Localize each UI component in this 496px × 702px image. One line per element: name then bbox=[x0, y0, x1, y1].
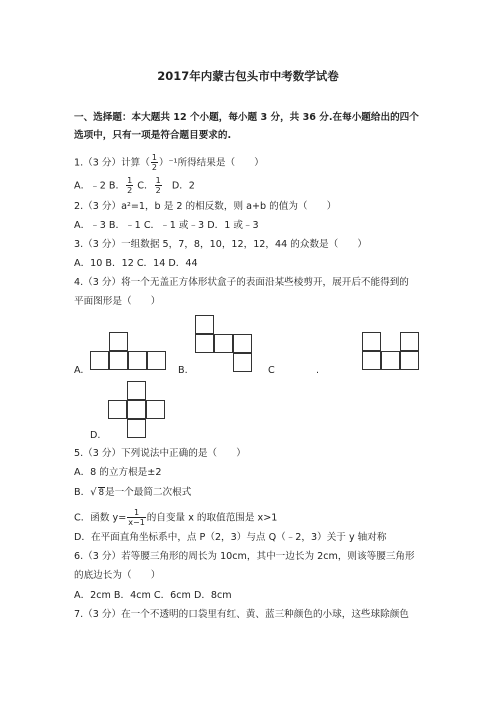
q1-option-b-den: 2 bbox=[127, 186, 133, 195]
q5-option-c-num: 1 bbox=[127, 508, 146, 518]
q5-option-c-fraction bbox=[127, 508, 146, 527]
question-1-options bbox=[74, 176, 195, 195]
net-d-square bbox=[146, 400, 165, 419]
q1-option-c-fraction bbox=[155, 176, 162, 195]
question-2-options: A．﹣3 B．﹣1 C．﹣1 或﹣3 D．1 或﹣3 bbox=[74, 220, 259, 231]
q4-label-a: A. bbox=[74, 365, 84, 376]
net-c-square bbox=[400, 351, 419, 370]
net-b-square bbox=[233, 334, 252, 353]
page-title: 2017年内蒙古包头市中考数学试卷 bbox=[157, 69, 339, 83]
section-heading-line1: 一、选择题：本大题共 12 个小题，每小题 3 分，共 36 分.在每小题给出的四个 bbox=[74, 112, 419, 123]
q1-suffix: ）⁻¹所得结果是（ ） bbox=[158, 157, 264, 169]
section-heading-line2: 选项中，只有一项是符合题目要求的. bbox=[74, 130, 232, 141]
net-d-square bbox=[108, 400, 127, 419]
question-3-stem: 3.（3 分）一组数据 5，7，8，10，12，12，44 的众数是（ ） bbox=[74, 239, 368, 250]
q1-option-c-num: 1 bbox=[155, 176, 161, 185]
q1-option-d: D．2 bbox=[171, 180, 195, 192]
net-a-square bbox=[147, 351, 166, 370]
net-b-square bbox=[195, 315, 214, 334]
net-c-square bbox=[362, 351, 381, 370]
question-6-options: A．2cm B．4cm C．6cm D．8cm bbox=[74, 590, 232, 601]
q1-option-a: A．﹣2 bbox=[74, 180, 106, 192]
question-6-line1: 6.（3 分）若等腰三角形的周长为 10cm，其中一边长为 2cm，则该等腰三角形 bbox=[74, 551, 415, 562]
q5-option-c bbox=[74, 508, 277, 527]
net-c-square bbox=[362, 332, 381, 351]
net-b-square bbox=[233, 353, 252, 372]
net-a-square bbox=[128, 351, 147, 370]
net-b-square bbox=[214, 334, 233, 353]
question-3-options: A．10 B．12 C．14 D．44 bbox=[74, 258, 198, 269]
q1-prefix: 1.（3 分）计算（ bbox=[74, 157, 150, 169]
q1-option-c-den: 2 bbox=[155, 186, 161, 195]
q5-option-c-prefix: C．函数 y= bbox=[74, 512, 127, 524]
question-5-stem: 5.（3 分）下列说法中正确的是（ ） bbox=[74, 448, 246, 459]
question-4-line2: 平面图形是（ ） bbox=[74, 296, 161, 307]
q1-option-b-num: 1 bbox=[127, 176, 133, 185]
q5-option-c-den: x−1 bbox=[128, 518, 145, 527]
question-7-line1: 7.（3 分）在一个不透明的口袋里有红、黄、蓝三种颜色的小球，这些球除颜色 bbox=[74, 609, 409, 620]
q1-option-c: C． bbox=[137, 180, 154, 192]
net-c-square bbox=[381, 351, 400, 370]
q1-fraction-den: 2 bbox=[151, 163, 157, 172]
q5-option-c-text: 的自变量 x 的取值范围是 x>1 bbox=[146, 512, 278, 524]
net-a-square bbox=[90, 351, 109, 370]
q5-option-d: D．在平面直角坐标系中，点 P（2，3）与点 Q（﹣2，3）关于 y 轴对称 bbox=[74, 532, 387, 543]
q4-label-c-dot: . bbox=[316, 365, 320, 376]
radical-sign-icon: √ bbox=[90, 487, 97, 498]
q5-option-b bbox=[74, 486, 191, 499]
q1-option-b-fraction bbox=[126, 176, 133, 195]
net-a-square bbox=[109, 351, 128, 370]
q1-fraction-num: 1 bbox=[151, 153, 157, 162]
net-d-square bbox=[127, 381, 146, 400]
net-a-square bbox=[109, 332, 128, 351]
question-1-stem bbox=[74, 153, 264, 172]
q5-option-a: A．8 的立方根是±2 bbox=[74, 467, 162, 478]
net-c-square bbox=[400, 332, 419, 351]
q5-option-b-text: 是一个最简二次根式 bbox=[104, 487, 192, 498]
q1-fraction bbox=[151, 153, 158, 172]
net-d-square bbox=[127, 419, 146, 438]
net-d-square bbox=[127, 400, 146, 419]
q5-option-b-radicand: 8 bbox=[98, 488, 104, 498]
q4-label-d: D. bbox=[90, 430, 101, 441]
q1-option-b: B． bbox=[108, 180, 126, 192]
question-6-line2: 的底边长为（ ） bbox=[74, 570, 161, 581]
q4-label-c: C bbox=[268, 365, 275, 376]
question-4-line1: 4.（3 分）将一个无盖正方体形状盒子的表面沿某些棱剪开，展开后不能得到的 bbox=[74, 277, 409, 288]
question-2-stem: 2.（3 分）a²=1，b 是 2 的相反数，则 a+b 的值为（ ） bbox=[74, 201, 337, 212]
net-b-square bbox=[195, 334, 214, 353]
q4-label-b: B. bbox=[178, 365, 188, 376]
q5-option-b-prefix: B． bbox=[74, 487, 91, 498]
